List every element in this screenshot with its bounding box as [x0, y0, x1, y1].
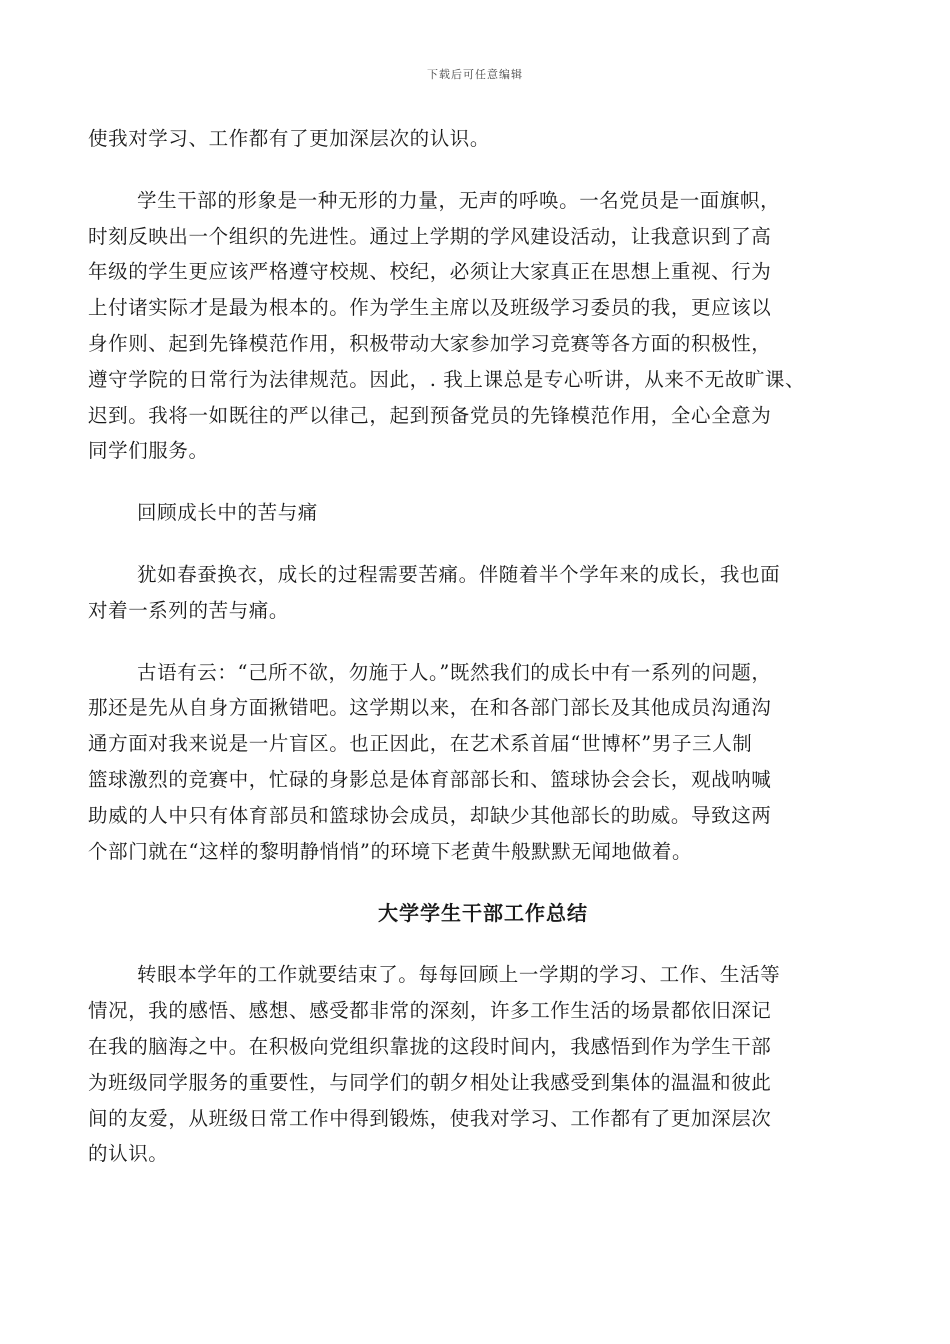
- text-line: 对着一系列的苦与痛。: [88, 598, 290, 622]
- text-line: 使我对学习、工作都有了更加深层次的认识。: [88, 127, 491, 150]
- text-line: 那还是先从自身方面揪错吧。这学期以来，在和各部门部长及其他成员沟通沟: [88, 696, 772, 720]
- text-line: 身作则、起到先锋模范作用，积极带动大家参加学习竞赛等各方面的积极性，: [88, 331, 772, 355]
- text-line: 个部门就在“这样的黎明静悄悄”的环境下老黄牛般默默无闻地做着。: [88, 839, 693, 863]
- paragraph: [88, 557, 878, 629]
- text-line: 为班级同学服务的重要性，与同学们的朝夕相处让我感受到集体的温温和彼此: [88, 1070, 772, 1094]
- text-line: 的认识。: [88, 1142, 169, 1166]
- text-line: 上付诸实际才是最为根本的。作为学生主席以及班级学习委员的我，更应该以: [88, 296, 772, 320]
- paragraph: [88, 121, 878, 157]
- document-body: [88, 121, 878, 1198]
- text-line: 在我的脑海之中。在积极向党组织靠拢的这段时间内，我感悟到作为学生干部: [88, 1034, 772, 1058]
- paragraph: [88, 495, 878, 531]
- text-line: 学生干部的形象是一种无形的力量，无声的呼唤。一名党员是一面旗帜，: [137, 188, 781, 212]
- text-line: 古语有云：“己所不欲，勿施于人。”既然我们的成长中有一系列的问题，: [137, 660, 772, 684]
- text-line: 犹如春蚕换衣，成长的过程需要苦痛。伴随着半个学年来的成长，我也面: [137, 562, 781, 586]
- header-note: 下载后可任意编辑: [427, 68, 523, 81]
- text-line: 情况，我的感悟、感想、感受都非常的深刻，许多工作生活的场景都依旧深记: [88, 999, 772, 1023]
- paragraph: [88, 183, 878, 469]
- text-line: 通方面对我来说是一片盲区。也正因此，在艺术系首届“世博杯”男子三人制: [88, 732, 753, 756]
- text-line: 迟到。我将一如既往的严以律己，起到预备党员的先锋模范作用，全心全意为: [88, 403, 772, 427]
- text-line: 年级的学生更应该严格遵守校规、校纪，必须让大家真正在思想上重视、行为: [88, 260, 772, 284]
- section-title: 大学学生干部工作总结: [378, 901, 588, 926]
- text-line: 回顾成长中的苦与痛: [137, 501, 318, 525]
- text-line: 时刻反映出一个组织的先进性。通过上学期的学风建设活动，让我意识到了高: [88, 224, 772, 248]
- text-line: 篮球激烈的竞赛中，忙碌的身影总是体育部部长和、篮球协会会长，观战呐喊: [88, 767, 772, 791]
- paragraph: [88, 957, 878, 1172]
- text-line: 转眼本学年的工作就要结束了。每每回顾上一学期的学习、工作、生活等: [137, 963, 781, 987]
- text-line: 助威的人中只有体育部员和篮球协会成员，却缺少其他部长的助威。导致这两: [88, 803, 772, 827]
- text-line: 同学们服务。: [88, 439, 209, 463]
- text-line: 遵守学院的日常行为法律规范。因此，. 我上课总是专心听讲，从来不无故旷课、: [88, 367, 806, 391]
- paragraph: [88, 655, 878, 870]
- text-line: 间的友爱，从班级日常工作中得到锻炼，使我对学习、工作都有了更加深层次: [88, 1106, 772, 1130]
